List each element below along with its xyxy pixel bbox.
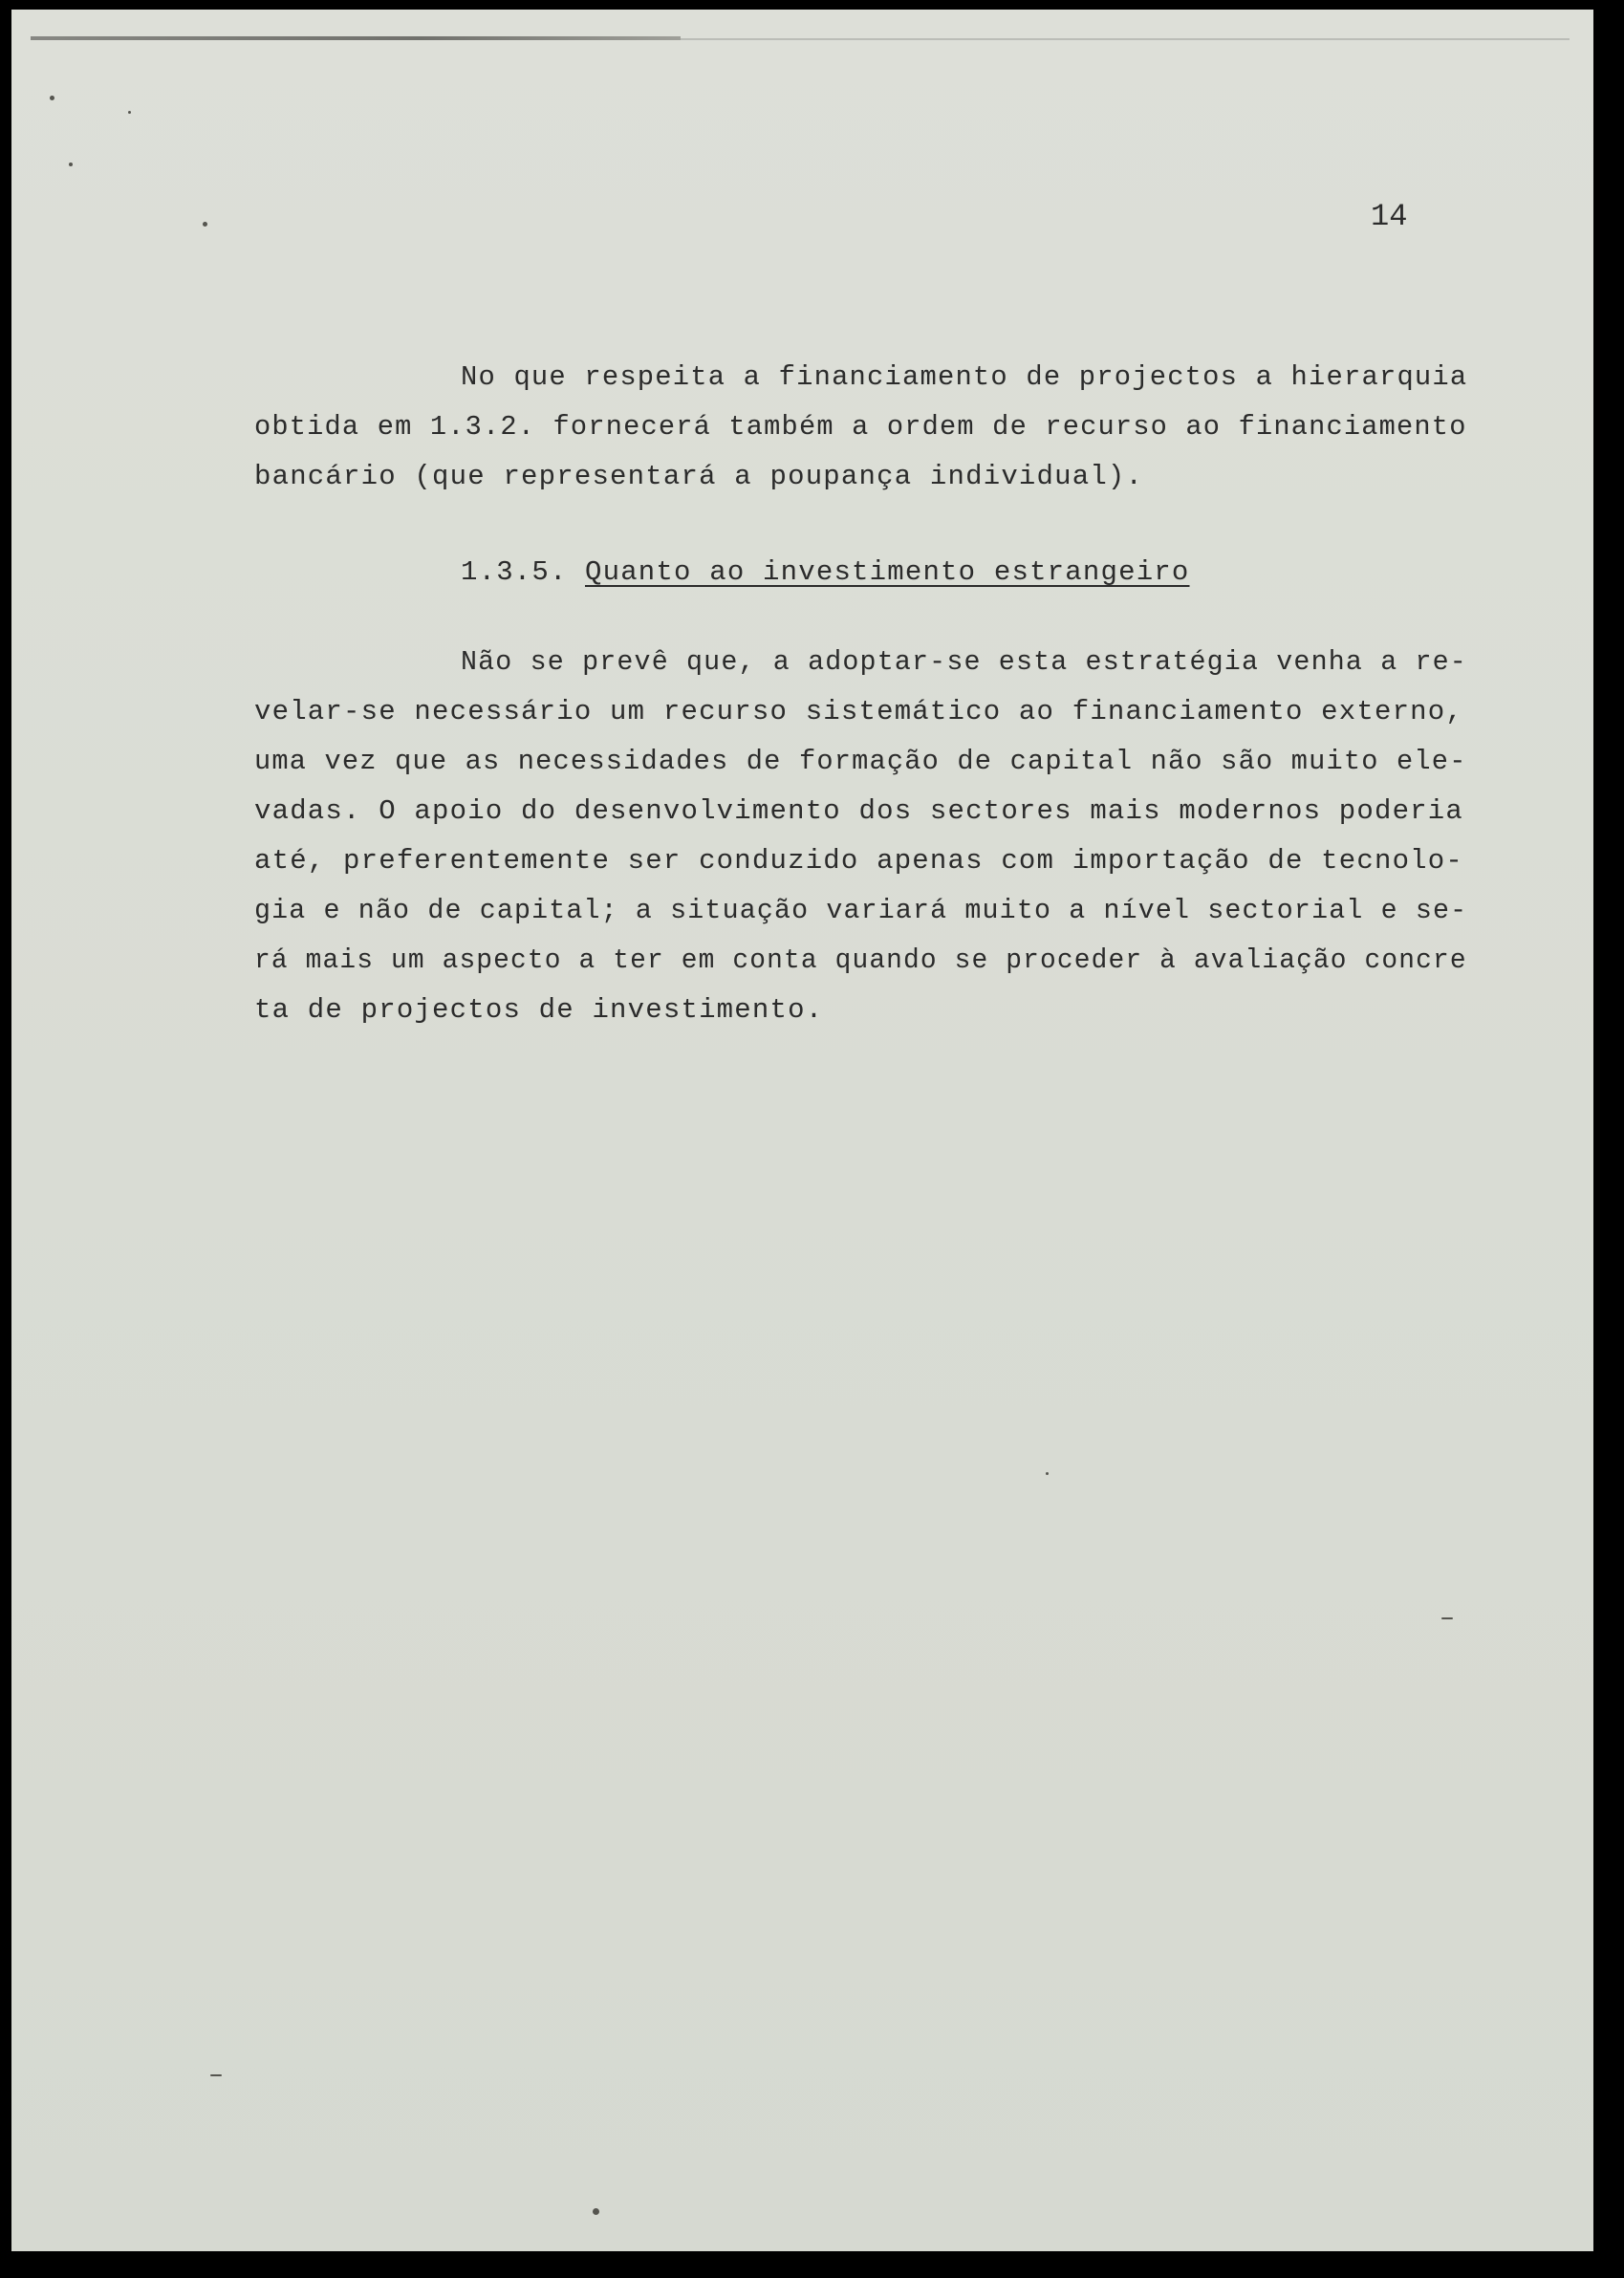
paragraph-line: obtida em 1.3.2. fornecerá também a ordem de recurso ao financiamento — [254, 411, 1467, 443]
section-number: 1.3.5. — [461, 556, 568, 588]
scan-speck — [203, 222, 207, 227]
paragraph-line: gia e não de capital; a situação variará muito a nível sectorial e se- — [254, 895, 1468, 926]
paragraph-line: No que respeita a financiamento de projectos a hierarquia — [461, 361, 1468, 393]
scan-speck — [69, 163, 73, 166]
scan-speck — [210, 2074, 222, 2076]
scan-speck — [1441, 1617, 1453, 1619]
paragraph-line: velar-se necessário um recurso sistemático ao financiamento externo, — [254, 696, 1463, 727]
scan-speck — [593, 2208, 599, 2215]
paragraph-line: uma vez que as necessidades de formação de capital não são muito ele- — [254, 746, 1467, 777]
paragraph-line: ta de projectos de investimento. — [254, 994, 824, 1026]
scan-speck — [1046, 1472, 1049, 1475]
section-title: Quanto ao investimento estrangeiro — [585, 556, 1190, 588]
paragraph-line: até, preferentemente ser conduzido apenas com importação de tecnolo- — [254, 845, 1463, 877]
scan-speck — [128, 111, 131, 114]
top-edge-rule — [31, 36, 681, 40]
page-number: 14 — [1371, 199, 1408, 234]
paragraph-line: Não se prevê que, a adoptar-se esta estratégia venha a re- — [461, 646, 1467, 678]
scan-speck — [50, 96, 54, 100]
paragraph-line: bancário (que representará a poupança individual). — [254, 461, 1144, 492]
document-page — [11, 10, 1593, 2251]
paragraph-line: vadas. O apoio do desenvolvimento dos sectores mais modernos poderia — [254, 795, 1463, 827]
top-edge-rule-faint — [681, 38, 1570, 40]
paragraph-line: rá mais um aspecto a ter em conta quando se proceder à avaliação concre — [254, 944, 1467, 976]
